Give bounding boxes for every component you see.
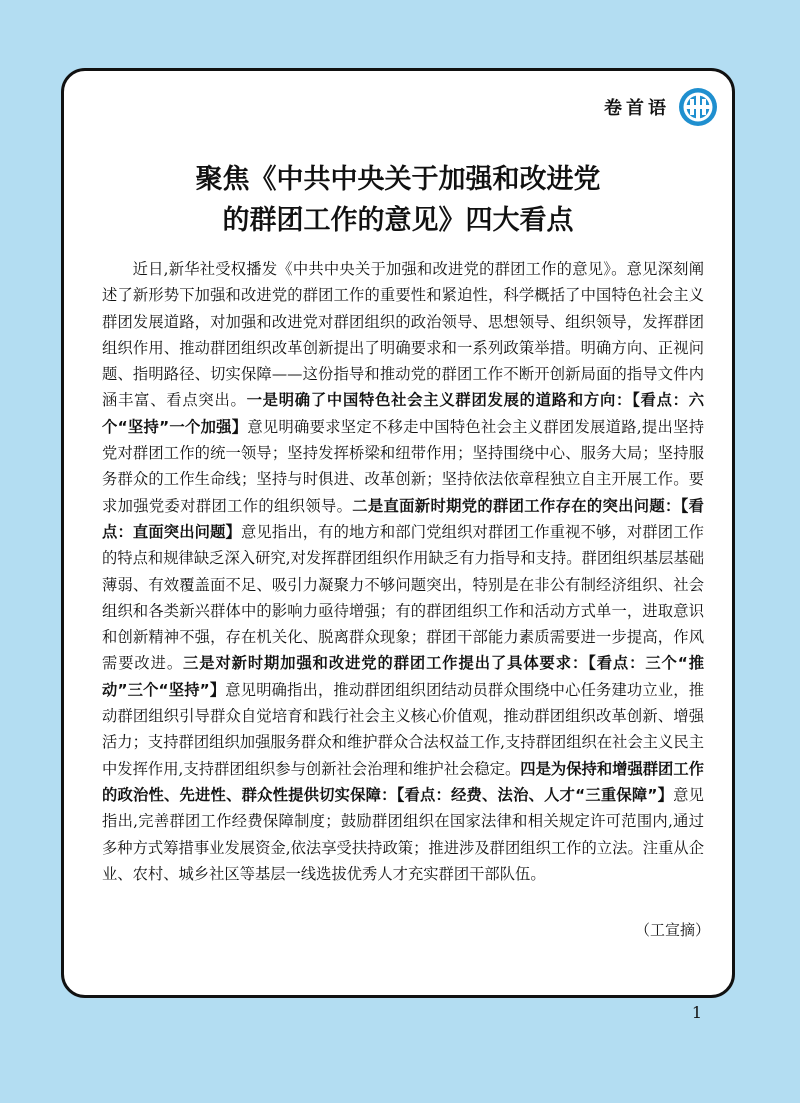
body-text-run: 意见指出,完善群团工作经费保障制度；鼓励群团组织在国家法律和相关规定许可范围内,通过多种方式筹措事业发展资金,依法享受扶持政策；推进涉及群团组织工作的立法。注重从企业、农村、城乡社区等基层一线选拔优秀人才充实群团干部队伍。 — [102, 785, 704, 883]
body-text-run: 意见明确指出，推动群团组织团结动员群众围绕中心任务建功立业，推动群团组织引导群众自觉培育和践行社会主义核心价值观，推动群团组织改革创新、增强活力；支持群团组织加强服务群众和维护群众合法权益工作,支持群团组织在社会主义民主中发挥作用,支持群团组织参与创新社会治理和维护社会稳定。 — [102, 680, 704, 778]
body-text-run: 意见明确要求坚定不移走中国特色社会主义群团发展道路,提出坚持党对群团工作的统一领导；坚持发挥桥梁和纽带作用；坚持围绕中心、服务大局；坚持服务群众的工作生命线；坚持与时俱进、改革创新；坚持依法依章程独立自主开展工作。要求加强党委对群团工作的组织领导。 — [102, 417, 704, 515]
title-line-2: 的群团工作的意见》四大看点 — [222, 205, 574, 236]
content-card — [61, 68, 735, 998]
article-body — [102, 256, 704, 887]
body-text-run: 近日,新华社受权播发《中共中央关于加强和改进党的群团工作的意见》。意见深刻阐述了新形势下加强和改进党的群团工作的重要性和紧迫性，科学概括了中国特色社会主义群团发展道路，对加强和改进党对群团组织的政治领导、思想领导、组织领导，发挥群团组织作用、推动群团组织改革创新提出了明确要求和一系列政策举措。明确方向、正视问题、指明路径、切实保障——这份指导和推动党的群团工作不断开创新局面的指导文件内涵丰富、看点突出。 — [102, 260, 704, 410]
body-highlight: 三是对新时期加强和改进党的群团工作提出了具体要求：【看点：三个“推动”三个“坚持”】 — [102, 654, 704, 699]
section-header — [604, 87, 718, 127]
source-note: （工宣摘） — [634, 921, 710, 939]
body-highlight: 四是为保持和增强群团工作的政治性、先进性、群众性提供切实保障：【看点：经费、法治、人才“三重保障”】 — [102, 759, 704, 804]
trade-union-emblem-icon — [678, 87, 718, 127]
article-title — [64, 159, 732, 241]
section-label: 卷首语 — [604, 98, 670, 119]
page-number: 1 — [691, 1003, 702, 1022]
body-highlight: 一是明确了中国特色社会主义群团发展的道路和方向：【看点：六个“坚持”一个加强】 — [102, 391, 704, 436]
body-text-run: 意见指出，有的地方和部门党组织对群团工作重视不够，对群团工作的特点和规律缺乏深入研究,对发挥群团组织作用缺乏有力指导和支持。群团组织基层基础薄弱、有效覆盖面不足、吸引力凝聚力不够问题突出，特别是在非公有制经济组织、社会组织和各类新兴群体中的影响力亟待增强；有的群团组织工作和活动方式单一，进取意识和创新精神不强，存在机关化、脱离群众现象；群团干部能力素质需要进一步提高，作风需要改进。 — [102, 522, 704, 673]
body-highlight: 二是直面新时期党的群团工作存在的突出问题：【看点：直面突出问题】 — [102, 496, 704, 541]
title-line-1: 聚焦《中共中央关于加强和改进党 — [195, 164, 601, 195]
